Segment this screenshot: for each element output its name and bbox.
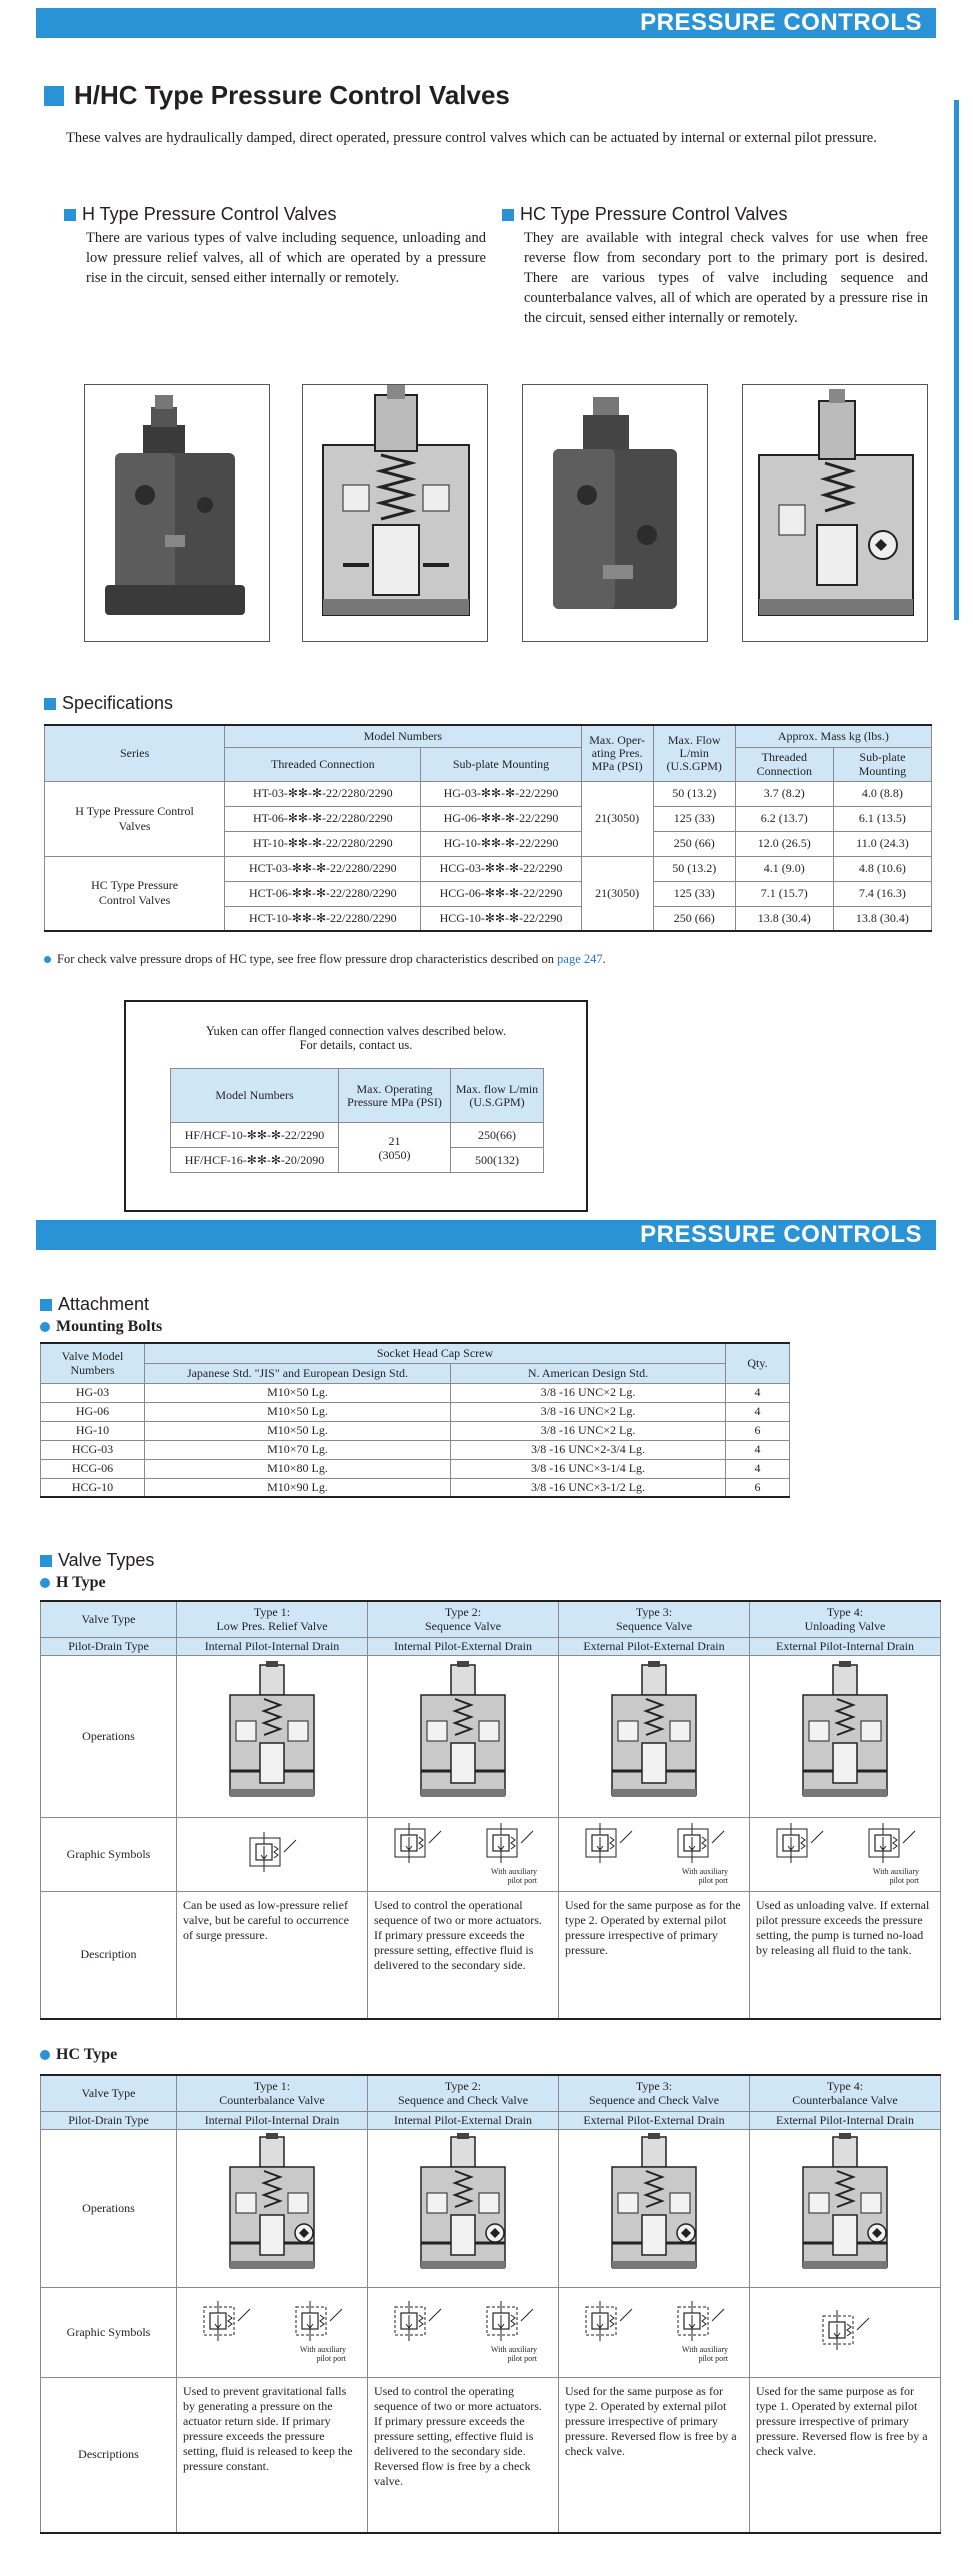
spec-cell: 12.0 (26.5)	[735, 831, 833, 856]
bolts-header-jis: Japanese Std. "JIS" and European Design Std.	[145, 1363, 451, 1383]
spec-cell: 125 (33)	[653, 881, 735, 906]
hc-type-valve-photo	[522, 384, 708, 642]
hc-label-pilot-drain: Pilot-Drain Type	[41, 2111, 177, 2129]
h-type-subheading: H Type	[40, 1574, 106, 1592]
spec-cell: HG-03-✻✻-✻-22/2290	[421, 781, 581, 806]
mounting-bolts-table	[40, 1342, 790, 1498]
table-row	[41, 1402, 790, 1421]
bolts-cell: 4	[726, 1402, 790, 1421]
h-type2-graphic-symbol	[368, 1817, 559, 1891]
hc-type2-operation-diagram	[368, 2129, 559, 2287]
bolts-header-screw: Socket Head Cap Screw	[145, 1343, 726, 1363]
spec-cell: HT-10-✻✻-✻-22/2280/2290	[225, 831, 421, 856]
bolts-header-model: Valve Model Numbers	[41, 1343, 145, 1383]
hc-type4-header: Type 4: Counterbalance Valve	[750, 2075, 941, 2111]
hc-type-bullet-icon	[40, 2050, 50, 2060]
table-row	[41, 1478, 790, 1497]
bolts-cell: M10×80 Lg.	[145, 1459, 451, 1478]
h-type-cutaway-image	[302, 384, 488, 642]
middle-banner-label: PRESSURE CONTROLS	[640, 1221, 922, 1248]
hc-type2-drain: Internal Pilot-External Drain	[368, 2111, 559, 2129]
middle-banner	[36, 1220, 936, 1250]
bolts-cell: HCG-06	[41, 1459, 145, 1478]
bolts-cell: HCG-10	[41, 1478, 145, 1497]
spec-cell: 4.1 (9.0)	[735, 856, 833, 881]
flanged-cell: 500(132)	[451, 1148, 544, 1173]
flanged-intro-1: Yuken can offer flanged connection valves described below.	[205, 1024, 507, 1038]
hc-type-heading: HC Type Pressure Control Valves	[502, 204, 787, 225]
h-type-text: There are various types of valve including sequence, unloading and low pressure relief valves, all of which are operated by a pressure rise in the circuit, sensed either internally or remotely.	[86, 230, 486, 286]
spec-header-mass-threaded: Threaded Connection	[735, 747, 833, 781]
bolts-cell: M10×50 Lg.	[145, 1402, 451, 1421]
bolts-cell: 4	[726, 1440, 790, 1459]
spec-cell: 6.1 (13.5)	[833, 806, 931, 831]
h-label-graphic: Graphic Symbols	[41, 1817, 177, 1891]
note-bullet-icon	[44, 956, 51, 963]
h-type4-header: Type 4: Unloading Valve	[750, 1601, 941, 1637]
spec-header-mass-subplate: Sub-plate Mounting	[833, 747, 931, 781]
page-title: H/HC Type Pressure Control Valves	[44, 80, 510, 111]
spec-header-threaded: Threaded Connection	[225, 747, 421, 781]
specifications-table	[44, 724, 932, 932]
hc-type-text: They are available with integral check valves for use when free reverse flow from secondary port to the primary port is desired. There are various types of valve including sequence and counterbalance valves, all of which are operated by a pressure rise in the circuit, sensed either internally or remotely.	[524, 230, 928, 326]
spec-cell: HT-06-✻✻-✻-22/2280/2290	[225, 806, 421, 831]
flanged-info-box	[124, 1000, 588, 1212]
hc-type4-drain: External Pilot-Internal Drain	[750, 2111, 941, 2129]
hc-type1-drain: Internal Pilot-Internal Drain	[177, 2111, 368, 2129]
bolts-cell: 6	[726, 1478, 790, 1497]
h-label-operations: Operations	[41, 1655, 177, 1817]
spec-series-h: H Type Pressure Control Valves	[45, 781, 225, 856]
title-square-icon	[44, 86, 64, 106]
hc-type1-header: Type 1: Counterbalance Valve	[177, 2075, 368, 2111]
table-row	[41, 1421, 790, 1440]
hc-label-descriptions: Descriptions	[41, 2377, 177, 2533]
spec-cell: 50 (13.2)	[653, 856, 735, 881]
flanged-table	[170, 1068, 544, 1173]
spec-cell: HCG-10-✻✻-✻-22/2290	[421, 906, 581, 931]
spec-cell: 11.0 (24.3)	[833, 831, 931, 856]
specifications-heading: Specifications	[44, 693, 173, 714]
spec-cell: 250 (66)	[653, 831, 735, 856]
hc-type-cutaway-image	[742, 384, 928, 642]
bolts-cell: 4	[726, 1383, 790, 1402]
aux-pilot-label: With auxiliary pilot port	[681, 1867, 728, 1885]
spec-cell: HT-03-✻✻-✻-22/2280/2290	[225, 781, 421, 806]
spec-series-hc: HC Type Pressure Control Valves	[45, 856, 225, 931]
bolts-header-qty: Qty.	[726, 1343, 790, 1383]
table-row	[41, 1440, 790, 1459]
spec-cell: HG-06-✻✻-✻-22/2290	[421, 806, 581, 831]
h-type2-operation-diagram	[368, 1655, 559, 1817]
h-type4-graphic-symbol	[750, 1817, 941, 1891]
bolts-cell: 3/8 -16 UNC×2 Lg.	[451, 1402, 726, 1421]
h-type3-header: Type 3: Sequence Valve	[559, 1601, 750, 1637]
hc-type4-graphic-symbol	[750, 2287, 941, 2377]
h-type-valve-photo	[84, 384, 270, 642]
h-type-bullet-icon	[40, 1578, 50, 1588]
bolts-cell: M10×50 Lg.	[145, 1421, 451, 1440]
h-type-square-icon	[64, 209, 76, 221]
aux-pilot-label: With auxiliary pilot port	[299, 2345, 346, 2363]
h-type4-description: Used as unloading valve. If external pilot pressure exceeds the pressure setting, the pump is turned no-load by releasing all fluid to the tank.	[750, 1891, 941, 2019]
hc-valve-types-table	[40, 2074, 941, 2534]
spec-header-max-flow: Max. Flow L/min (U.S.GPM)	[653, 725, 735, 781]
valve-types-square-icon	[40, 1555, 52, 1567]
spec-cell: 6.2 (13.7)	[735, 806, 833, 831]
spec-cell: 7.4 (16.3)	[833, 881, 931, 906]
bolts-cell: 4	[726, 1459, 790, 1478]
hc-label-operations: Operations	[41, 2129, 177, 2287]
spec-cell: HG-10-✻✻-✻-22/2290	[421, 831, 581, 856]
h-type3-graphic-symbol	[559, 1817, 750, 1891]
mounting-bolts-heading: Mounting Bolts	[40, 1318, 162, 1336]
hc-type3-header: Type 3: Sequence and Check Valve	[559, 2075, 750, 2111]
h-label-description: Description	[41, 1891, 177, 2019]
hc-label-graphic: Graphic Symbols	[41, 2287, 177, 2377]
mounting-bolts-bullet-icon	[40, 1322, 50, 1332]
h-type1-drain: Internal Pilot-Internal Drain	[177, 1637, 368, 1655]
bolts-cell: 6	[726, 1421, 790, 1440]
aux-pilot-label: With auxiliary pilot port	[872, 1867, 919, 1885]
hc-type3-operation-diagram	[559, 2129, 750, 2287]
h-type3-drain: External Pilot-External Drain	[559, 1637, 750, 1655]
spec-cell: HCT-03-✻✻-✻-22/2280/2290	[225, 856, 421, 881]
page-247-link[interactable]: page 247	[557, 952, 603, 966]
spec-header-model-numbers: Model Numbers	[225, 725, 581, 747]
hc-type2-header: Type 2: Sequence and Check Valve	[368, 2075, 559, 2111]
table-row	[45, 856, 932, 881]
hc-type1-description: Used to prevent gravitational falls by generating a pressure on the actuator return side. If primary pressure exceeds the pressure setting, fluid is released to keep the pressure constant.	[177, 2377, 368, 2533]
flanged-cell: HF/HCF-10-✻✻-✻-22/2290	[171, 1123, 339, 1148]
bolts-cell: 3/8 -16 UNC×3-1/4 Lg.	[451, 1459, 726, 1478]
bolts-cell: HG-03	[41, 1383, 145, 1402]
hc-type4-description: Used for the same purpose as for type 1. Operated by external pilot pressure irrespective of primary pressure. Reversed flow is free by a check valve.	[750, 2377, 941, 2533]
hc-type-square-icon	[502, 209, 514, 221]
h-type2-header: Type 2: Sequence Valve	[368, 1601, 559, 1637]
aux-pilot-label: With auxiliary pilot port	[681, 2345, 728, 2363]
h-type1-graphic-symbol	[177, 1817, 368, 1891]
flanged-header-flow: Max. flow L/min (U.S.GPM)	[451, 1069, 544, 1123]
spec-cell: 13.8 (30.4)	[735, 906, 833, 931]
hc-type-subheading: HC Type	[40, 2046, 117, 2064]
spec-note: For check valve pressure drops of HC type, see free flow pressure drop characteristics described on page 247.	[44, 952, 606, 967]
spec-cell: HCT-06-✻✻-✻-22/2280/2290	[225, 881, 421, 906]
h-type4-drain: External Pilot-Internal Drain	[750, 1637, 941, 1655]
spec-cell: 125 (33)	[653, 806, 735, 831]
top-banner-label: PRESSURE CONTROLS	[640, 9, 922, 36]
h-type1-header: Type 1: Low Pres. Relief Valve	[177, 1601, 368, 1637]
attachment-heading: Attachment	[40, 1294, 149, 1315]
top-banner	[36, 8, 936, 38]
table-row	[45, 781, 932, 806]
spec-cell: 4.0 (8.8)	[833, 781, 931, 806]
h-label-valve-type: Valve Type	[41, 1601, 177, 1637]
h-type4-operation-diagram	[750, 1655, 941, 1817]
flanged-pressure: 21 (3050)	[339, 1123, 451, 1173]
table-row	[171, 1123, 544, 1148]
hc-type2-description: Used to control the operating sequence of two or more actuators. If primary pressure exceeds the pressure setting, effective fluid is delivered to the secondary side. Reversed flow is free by a check valve.	[368, 2377, 559, 2533]
bolts-cell: 3/8 -16 UNC×3-1/2 Lg.	[451, 1478, 726, 1497]
h-type3-operation-diagram	[559, 1655, 750, 1817]
flanged-intro-2: For details, contact us.	[299, 1038, 413, 1052]
bolts-cell: M10×50 Lg.	[145, 1383, 451, 1402]
bolts-cell: HG-06	[41, 1402, 145, 1421]
flanged-cell: 250(66)	[451, 1123, 544, 1148]
spec-cell: HCG-06-✻✻-✻-22/2290	[421, 881, 581, 906]
hc-type2-graphic-symbol	[368, 2287, 559, 2377]
spec-cell: 50 (13.2)	[653, 781, 735, 806]
spec-cell: 7.1 (15.7)	[735, 881, 833, 906]
bolts-cell: HCG-03	[41, 1440, 145, 1459]
table-row	[41, 1383, 790, 1402]
hc-type3-drain: External Pilot-External Drain	[559, 2111, 750, 2129]
flanged-cell: HF/HCF-16-✻✻-✻-20/2090	[171, 1148, 339, 1173]
h-type2-drain: Internal Pilot-External Drain	[368, 1637, 559, 1655]
flanged-header-model: Model Numbers	[171, 1069, 339, 1123]
hc-type1-graphic-symbol	[177, 2287, 368, 2377]
spec-pressure-h: 21(3050)	[581, 781, 653, 856]
bolts-cell: M10×70 Lg.	[145, 1440, 451, 1459]
h-label-pilot-drain: Pilot-Drain Type	[41, 1637, 177, 1655]
spec-cell: 3.7 (8.2)	[735, 781, 833, 806]
spec-cell: HCG-03-✻✻-✻-22/2290	[421, 856, 581, 881]
bolts-cell: 3/8 -16 UNC×2-3/4 Lg.	[451, 1440, 726, 1459]
h-valve-types-table	[40, 1600, 941, 2020]
aux-pilot-label: With auxiliary pilot port	[490, 1867, 537, 1885]
aux-pilot-label: With auxiliary pilot port	[490, 2345, 537, 2363]
h-type2-description: Used to control the operational sequence of two or more actuators. If primary pressure exceeds the pressure setting, effective fluid is delivered to the secondary side.	[368, 1891, 559, 2019]
h-type1-description: Can be used as low-pressure relief valve, but be careful to occurrence of surge pressure.	[177, 1891, 368, 2019]
valve-types-heading: Valve Types	[40, 1550, 154, 1571]
spec-cell: 250 (66)	[653, 906, 735, 931]
spec-cell: HCT-10-✻✻-✻-22/2280/2290	[225, 906, 421, 931]
spec-header-subplate: Sub-plate Mounting	[421, 747, 581, 781]
spec-cell: 4.8 (10.6)	[833, 856, 931, 881]
flanged-header-pressure: Max. Operating Pressure MPa (PSI)	[339, 1069, 451, 1123]
spec-header-mass: Approx. Mass kg (lbs.)	[735, 725, 931, 747]
side-accent-bar	[954, 100, 959, 620]
spec-cell: 13.8 (30.4)	[833, 906, 931, 931]
attachment-square-icon	[40, 1299, 52, 1311]
intro-text: These valves are hydraulically damped, direct operated, pressure control valves which can be actuated by internal or external pilot pressure.	[66, 130, 877, 146]
bolts-cell: 3/8 -16 UNC×2 Lg.	[451, 1383, 726, 1402]
spec-header-series: Series	[45, 725, 225, 781]
bolts-cell: M10×90 Lg.	[145, 1478, 451, 1497]
hc-type3-description: Used for the same purpose as for type 2. Operated by external pilot pressure irrespective of primary pressure. Reversed flow is free by a check valve.	[559, 2377, 750, 2533]
bolts-header-na: N. American Design Std.	[451, 1363, 726, 1383]
h-type1-operation-diagram	[177, 1655, 368, 1817]
hc-type1-operation-diagram	[177, 2129, 368, 2287]
table-row	[41, 1459, 790, 1478]
h-type3-description: Used for the same purpose as for the type 2. Operated by external pilot pressure irrespective of primary pressure.	[559, 1891, 750, 2019]
spec-header-max-pressure: Max. Oper- ating Pres. MPa (PSI)	[581, 725, 653, 781]
bolts-cell: HG-10	[41, 1421, 145, 1440]
spec-pressure-hc: 21(3050)	[581, 856, 653, 931]
h-type-heading: H Type Pressure Control Valves	[64, 204, 336, 225]
specifications-square-icon	[44, 698, 56, 710]
hc-type3-graphic-symbol	[559, 2287, 750, 2377]
hc-type4-operation-diagram	[750, 2129, 941, 2287]
hc-label-valve-type: Valve Type	[41, 2075, 177, 2111]
bolts-cell: 3/8 -16 UNC×2 Lg.	[451, 1421, 726, 1440]
